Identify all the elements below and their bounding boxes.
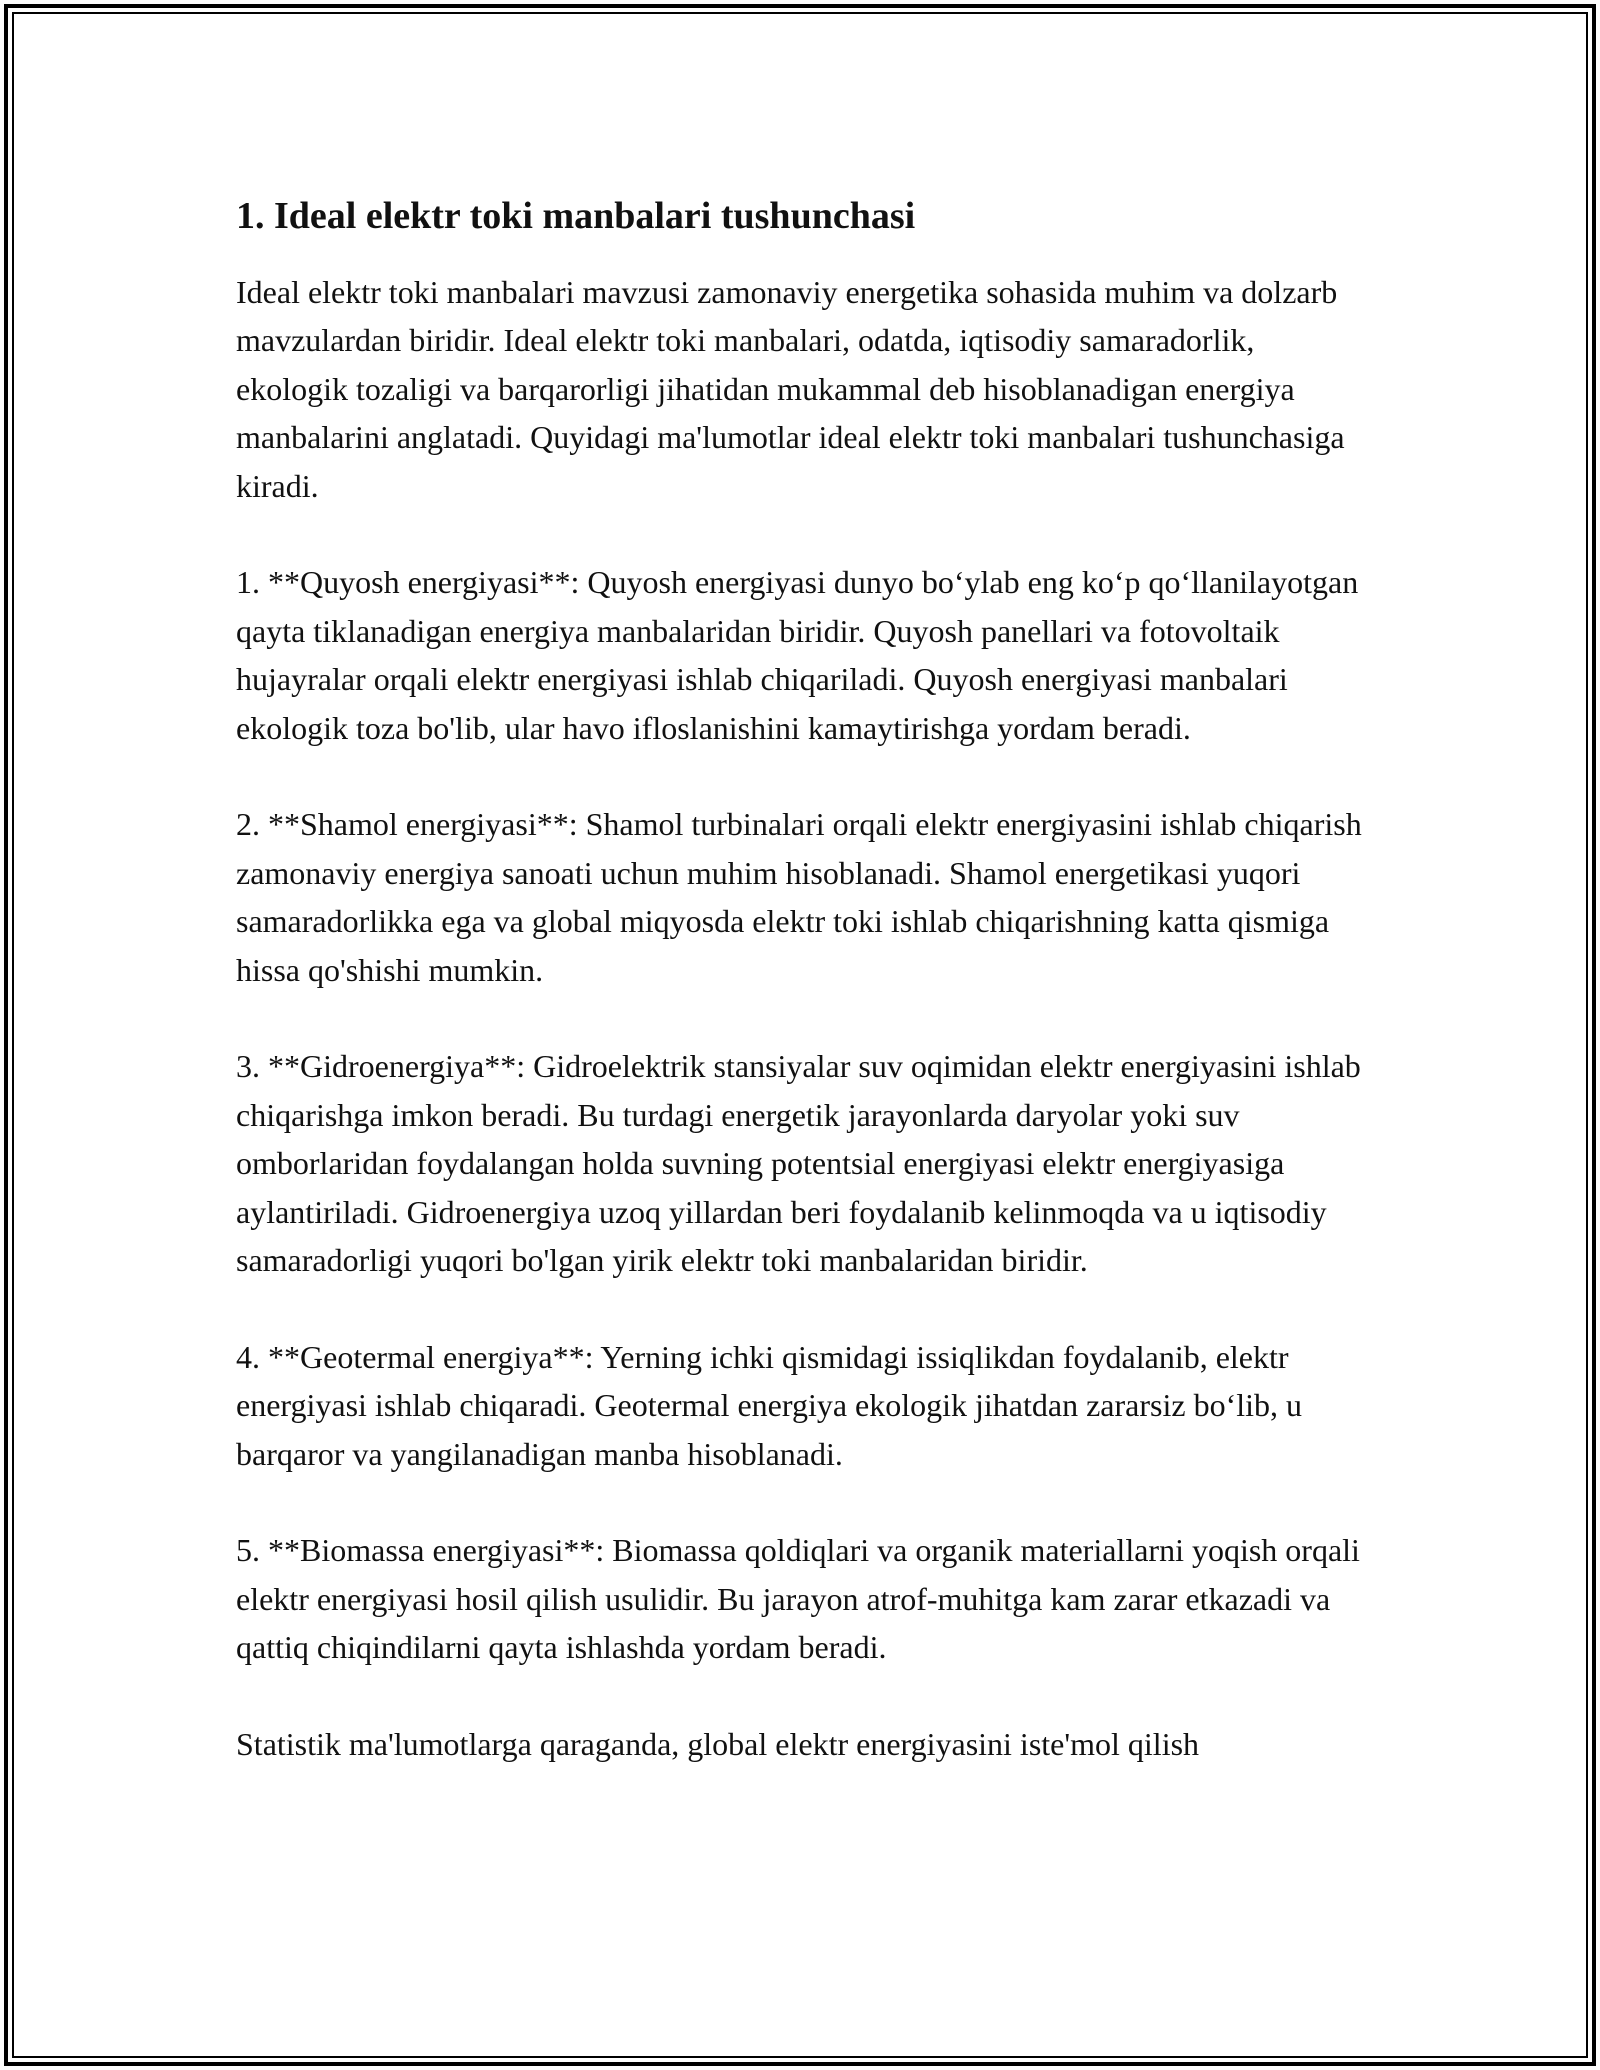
document-title: 1. Ideal elektr toki manbalari tushunchasi — [236, 195, 916, 237]
paragraph-hydro: 3. **Gidroenergiya**: Gidroelektrik stansiyalar suv oqimidan elektr energiyasini ishlab chiqarishga imkon beradi. Bu turdagi energetik jarayonlarda daryolar yoki suv omborlaridan foydalangan holda suvning potentsial energiyasi elektr energiyasiga aylantiriladi. Gidroenergiya uzoq yillardan beri foydalanib kelinmoqda va u iqtisodiy samaradorligi yuqori bo'lgan yirik elektr toki manbalaridan biridir. — [236, 1048, 1361, 1279]
paragraph-statistics: Statistik ma'lumotlarga qaraganda, global elektr energiyasini iste'mol qilish — [236, 1726, 1200, 1763]
paragraph-geothermal: 4. **Geotermal energiya**: Yerning ichki qismidagi issiqlikdan foydalanib, elektr energiyasi ishlab chiqaradi. Geotermal energiya ekologik jihatdan zararsiz bo‘lib, u barqaror va yangilanadigan manba hisoblanadi. — [236, 1338, 1302, 1472]
document-body — [236, 186, 1366, 1817]
paragraph-solar: 1. **Quyosh energiyasi**: Quyosh energiyasi dunyo bo‘ylab eng ko‘p qo‘llanilayotgan qayta tiklanadigan energiya manbalaridan biridir. Quyosh panellari va fotovoltaik hujayralar orqali elektr energiyasi ishlab chiqariladi. Quyosh energiyasi manbalari ekologik toza bo'lib, ular havo ifloslanishini kamaytirishga yordam beradi. — [236, 564, 1359, 746]
paragraph-intro: Ideal elektr toki manbalari mavzusi zamonaviy energetika sohasida muhim va dolzarb mavzulardan biridir. Ideal elektr toki manbalari, odatda, iqtisodiy samaradorlik, ekologik tozaligi va barqarorligi jihatidan mukammal deb hisoblanadigan energiya manbalarini anglatadi. Quyidagi ma'lumotlar ideal elektr toki manbalari tushunchasiga kiradi. — [236, 274, 1345, 504]
paragraph-wind: 2. **Shamol energiyasi**: Shamol turbinalari orqali elektr energiyasini ishlab chiqarish zamonaviy energiya sanoati uchun muhim hisoblanadi. Shamol energetikasi yuqori samaradorlikka ega va global miqyosda elektr toki ishlab chiqarishning katta qismiga hissa qo'shishi mumkin. — [236, 806, 1362, 988]
paragraph-biomass: 5. **Biomassa energiyasi**: Biomassa qoldiqlari va organik materiallarni yoqish orqali elektr energiyasi hosil qilish usulidir. Bu jarayon atrof-muhitga kam zarar etkazadi va qattiq chiqindilarni qayta ishlashda yordam beradi. — [236, 1532, 1360, 1666]
